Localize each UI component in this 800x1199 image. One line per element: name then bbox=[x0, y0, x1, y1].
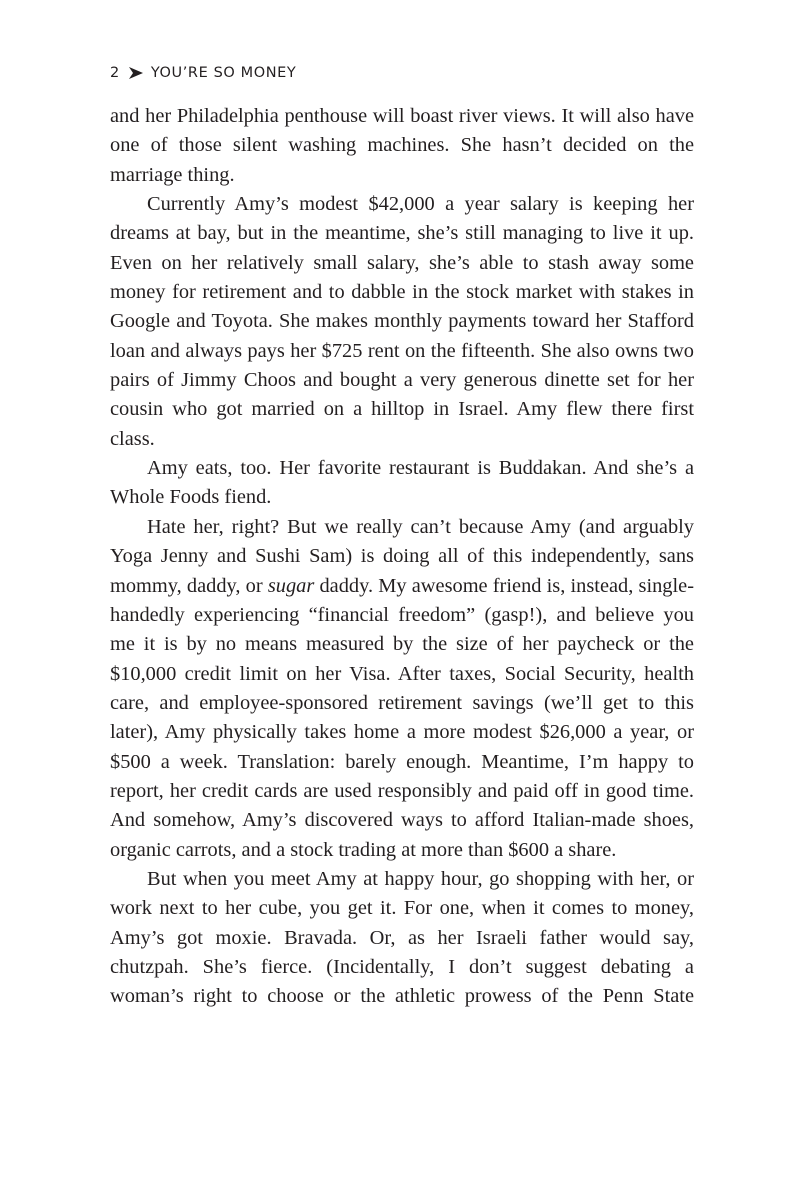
running-head bbox=[110, 64, 296, 82]
paragraph: Amy eats, too. Her favorite restaurant is Buddakan. And she’s a Whole Foods fiend. bbox=[110, 457, 694, 509]
page-number: 2 bbox=[110, 65, 120, 81]
italic-emphasis: sugar bbox=[267, 574, 315, 597]
paragraph: But when you meet Amy at happy hour, go shopping with her, or work next to her cube, you get it. For one, when it comes to money, Amy’s got moxie. Bravada. Or, as her Israeli father would say, chutzpah. She’s fierce. (Incidentally, I don’t suggest debating a woman’s right to choose or the athletic prowess of the Penn State bbox=[110, 867, 694, 1008]
paragraph: Currently Amy’s modest $42,000 a year salary is keeping her dreams at bay, but in the meantime, she’s still managing to live it up. Even on her relatively small salary, she’s able to stash away some money for retirement and to dabble in the stock market with stakes in Google and Toyota. She makes monthly payments toward her Stafford loan and always pays her $725 rent on the fifteenth. She also owns two pairs of Jimmy Choos and bought a very generous dinette set for her cousin who got married on a hilltop in Israel. Amy flew there first class. bbox=[110, 193, 694, 450]
paragraph-text: daddy. My awesome friend is, instead, single-handedly experiencing “financial freedom” (gasp!), and believe you me it is by no means measured by the size of her paycheck or the $10,000 credit limit on her Visa. After taxes, Social Security, health care, and employee-sponsored retirement savings (we’ll get to this later), Amy physically takes home a more modest $26,000 a year, or $500 a week. Translation: barely enough. Meantime, I’m happy to report, her credit cards are used responsibly and paid off in good time. And somehow, Amy’s discovered ways to afford Italian-made shoes, organic carrots, and a stock trading at more than $600 a share. bbox=[110, 574, 695, 861]
paragraph-text: Hate her, right? But we really can’t because Amy (and arguably Yoga Jenny and Sushi Sam) is doing all of this independently, sans mommy, daddy, or bbox=[110, 515, 694, 597]
paragraph bbox=[110, 513, 694, 865]
body-text bbox=[110, 102, 694, 1012]
right-arrowhead-icon bbox=[129, 67, 143, 79]
book-title: YOU’RE SO MONEY bbox=[150, 65, 297, 81]
paragraph: and her Philadelphia penthouse will boast river views. It will also have one of those silent washing machines. She hasn’t decided on the marriage thing. bbox=[110, 105, 694, 186]
